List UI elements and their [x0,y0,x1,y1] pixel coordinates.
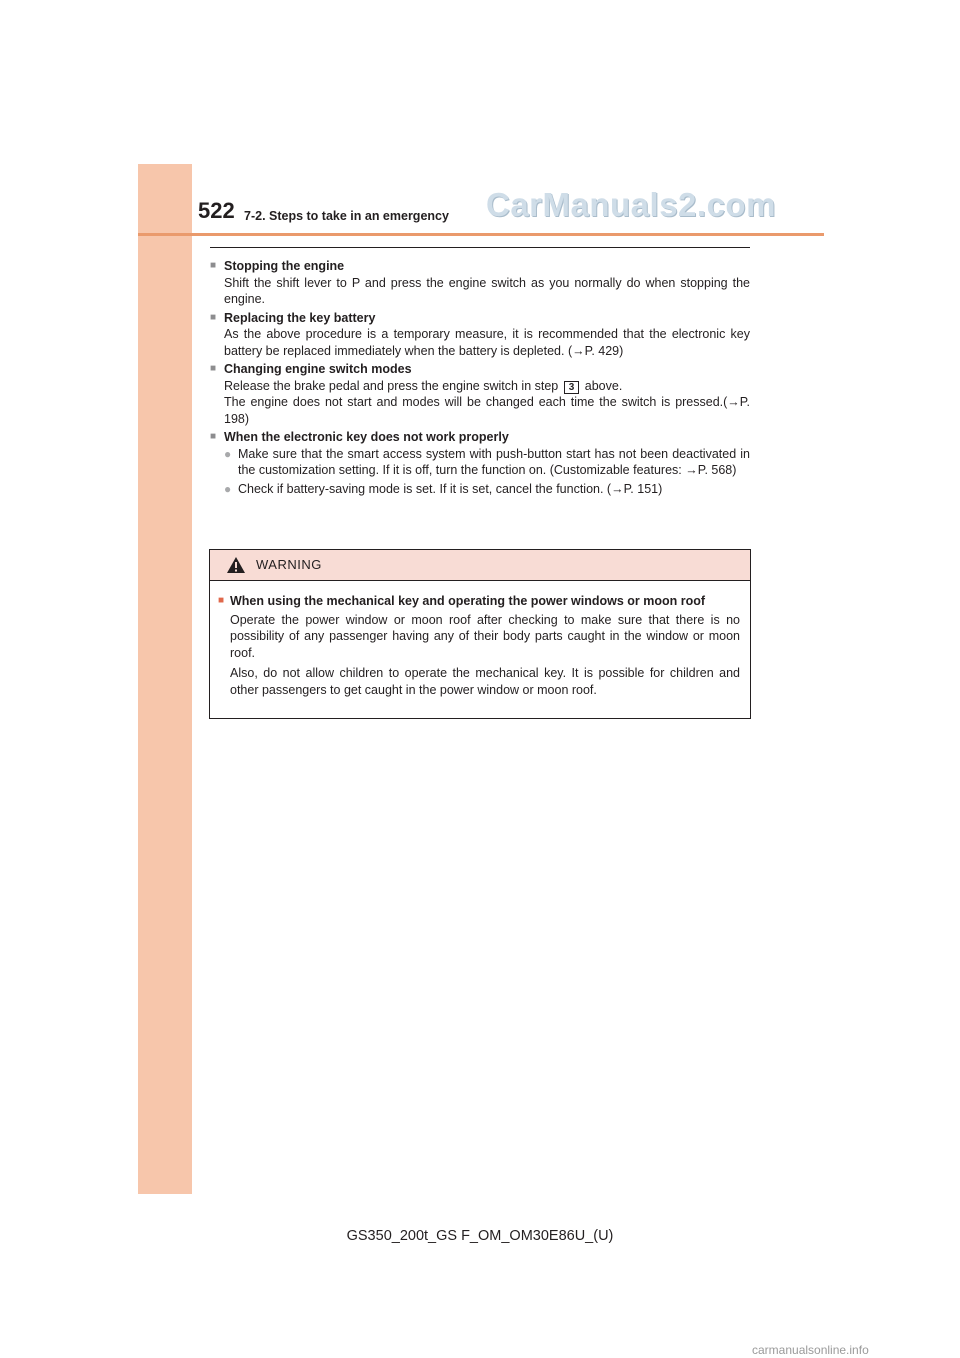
info-item-key-not-working [210,429,750,497]
bullet-text: Make sure that the smart access system with push-button start has not been deactivated in the customization setting. If it is off, turn the function on. (Customizable features: →P. 568) [238,446,750,477]
bullet-text: Check if battery-saving mode is set. If it is set, cancel the function. (→P. 151) [238,481,663,496]
step-number-badge: 3 [564,381,580,394]
list-item [210,481,750,498]
header-rule [138,233,824,236]
main-content [210,258,750,499]
item-body-line1: Release the brake pedal and press the engine switch in step [224,378,559,393]
warning-paragraph: Also, do not allow children to operate the mechanical key. It is possible for children and other passengers to get caught in the power window or moon roof. [230,666,740,697]
list-item [210,446,750,479]
item-body-rest: The engine does not start and modes will be changed each time the switch is pressed.(→P. 198) [224,395,750,426]
warning-heading: When using the mechanical key and operating the power windows or moon roof [230,594,706,608]
info-item-switch-modes [210,361,750,427]
warning-paragraph: Operate the power window or moon roof after checking to make sure that there is no possibility of any passenger having any of their body parts caught in the window or moon roof. [230,612,740,660]
item-heading: Replacing the key battery [224,310,376,325]
watermark-logo: CarManuals2.com [486,186,776,223]
item-body: As the above procedure is a temporary measure, it is recommended that the electronic key battery be replaced immediately when the battery is depleted. (→P. 429) [224,327,750,358]
square-bullet-icon: ■ [210,311,217,323]
section-title: 7-2. Steps to take in an emergency [244,209,449,223]
item-body-line1-end: above. [584,378,623,393]
info-item-stopping-engine [210,258,750,308]
warning-label: WARNING [256,557,322,572]
chapter-sidebar-tab [138,164,192,1194]
circle-bullet-icon: ● [224,446,232,461]
page-number: 522 [198,198,235,223]
circle-bullet-icon: ● [224,481,232,496]
item-heading: When the electronic key does not work properly [224,430,509,444]
warning-body [210,581,750,698]
square-bullet-icon: ■ [210,260,217,271]
warning-header [210,550,750,581]
warning-box [209,549,751,719]
square-bullet-icon: ■ [210,431,217,442]
item-heading: Stopping the engine [224,259,345,273]
footer-watermark: carmanualsonline.info [752,1343,869,1357]
item-body: Shift the shift lever to P and press the engine switch as you normally do when stopping the engine. [224,275,750,306]
item-heading: Changing engine switch modes [224,362,412,376]
square-bullet-icon: ■ [218,595,225,606]
info-item-replacing-battery [210,310,750,360]
footer-code: GS350_200t_GS F_OM_OM30E86U_(U) [346,1228,614,1244]
warning-triangle-icon [226,556,246,574]
square-bullet-icon: ■ [210,363,217,374]
content-rule [210,247,750,248]
item-body [210,378,750,428]
